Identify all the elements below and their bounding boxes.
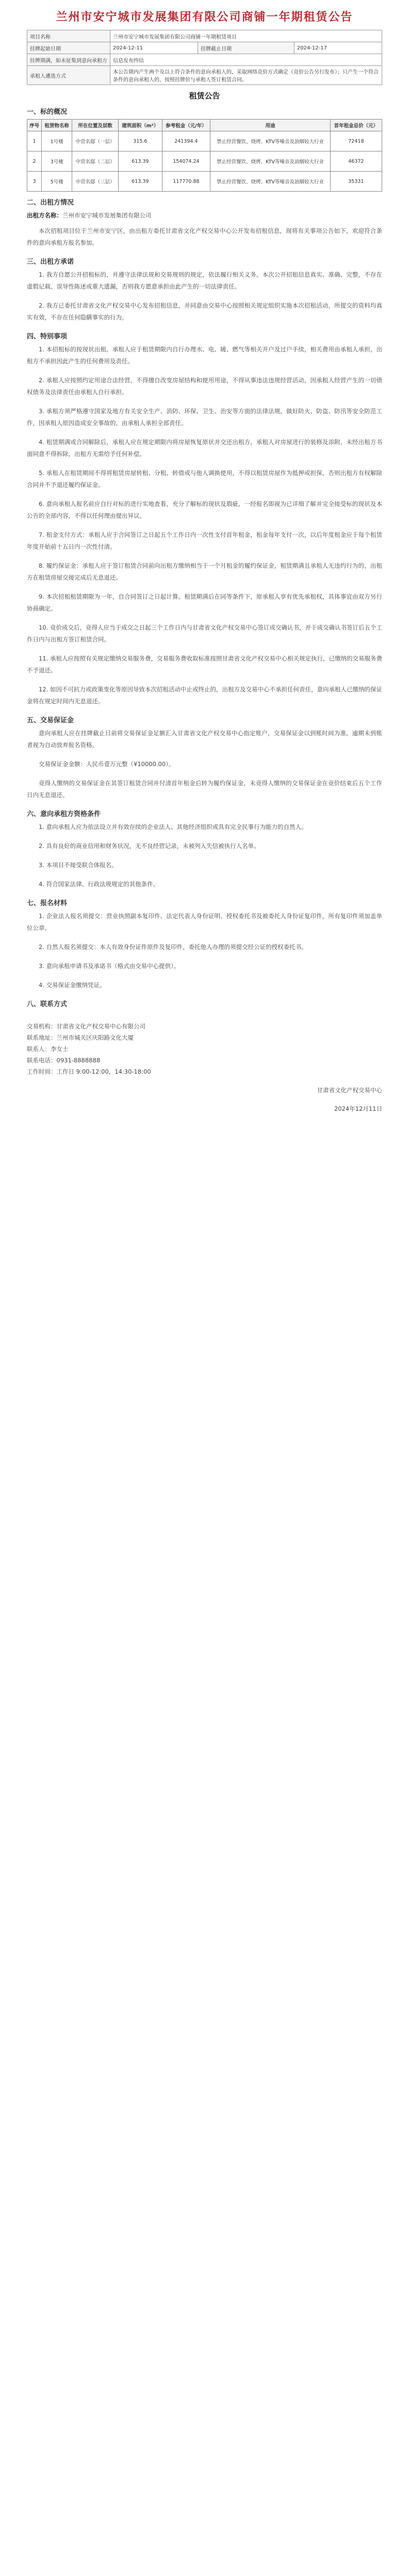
cell: 中营名邸（一层） (72, 131, 119, 151)
meta-start-label: 挂牌起始日期 (27, 42, 110, 54)
meta-status-label: 挂牌期满，如未征集到意向承租方 (27, 54, 110, 66)
meta-start-date: 2024-12-11 (110, 42, 198, 54)
contact-person-label: 联系人： (27, 1045, 51, 1053)
cell: 3号楼 (42, 151, 72, 172)
cell: 1 (27, 131, 42, 151)
contact-person-value: 李女士 (51, 1045, 69, 1053)
contact-org (27, 1021, 382, 1032)
material-item: 1. 企业法人报名须提交：营业执照副本复印件、法定代表人身份证明、授权委托书及被委托人身份证复印件，所有复印件须加盖单位公章。 (27, 912, 382, 931)
special-item: 3. 承租方须严格遵守国家及地方有关安全生产、消防、环保、卫生、治安等方面的法律法规，做好防火、防盗、防汛等安全防范工作，因承租人原因造成安全事故的，由承租人承担全部责任。 (27, 408, 382, 427)
meta-table (27, 30, 382, 85)
meta-method-label: 承租人遴选方式 (27, 66, 110, 85)
contact-time-label: 工作时间： (27, 1068, 57, 1075)
contact-phone (27, 1055, 382, 1066)
page-title: 兰州市安宁城市发展集团有限公司商铺一年期租赁公告 (56, 10, 353, 24)
special-item: 5. 承租人在租赁期间不得将租赁房屋转租、分租、转借或与他人调换使用，不得以租赁房屋作为抵押或担保，否则出租方有权解除合同并不予退还履约保证金。 (27, 469, 382, 488)
lessor-name: 兰州市安宁城市发展集团有限公司 (62, 212, 152, 219)
meta-end-label: 挂牌截止日期 (198, 42, 295, 54)
meta-end-date: 2024-12-17 (294, 42, 382, 54)
subtitle: 租赁公告 (189, 91, 220, 100)
section-heading-3: 三、出租方承诺 (27, 258, 74, 266)
meta-status-value: 信息发布终结 (110, 54, 382, 66)
col-header: 参考租金（元/年） (162, 120, 210, 131)
cell: 46372 (330, 151, 382, 172)
deposit-item: 交易保证金金额：人民币壹万元整（¥10000.00）。 (39, 760, 175, 768)
contact-time (27, 1066, 382, 1077)
col-header: 序号 (27, 120, 42, 131)
special-item: 11. 承租人应按照有关规定缴纳交易服务费，交易服务费收取标准按照甘肃省文化产权交易中心相关规定执行，已缴纳的交易服务费不予退还。 (27, 655, 382, 674)
table-row (27, 172, 382, 192)
deposit-item: 意向承租人应在挂牌截止日前将交易保证金足额汇入甘肃省文化产权交易中心指定账户，交易保证金以到账时间为准，逾期未到账者视为自动放弃报名资格。 (27, 730, 382, 749)
material-item: 4. 交易保证金缴纳凭证。 (39, 981, 106, 989)
meta-project-label: 项目名称 (27, 30, 110, 42)
material-item: 3. 意向承租申请书及承诺书（格式由交易中心提供）。 (39, 962, 180, 970)
lessor-label: 出租方名称： (27, 212, 62, 219)
section-heading-6: 六、意向承租方资格条件 (27, 810, 101, 818)
qualification-item: 3. 本项目不接受联合体报名。 (39, 861, 118, 869)
contact-person (27, 1043, 382, 1055)
special-item: 7. 租金支付方式：承租人应于合同签订之日起五个工作日内一次性支付首年租金，租金每年支付一次，以后年度租金应于每个租赁年度开始前十五日内一次性付清。 (27, 531, 382, 550)
special-item: 12. 如因不可抗力或政策变化等原因导致本次招租活动中止或终止的，出租方及交易中心不承担任何责任，意向承租人已缴纳的保证金将在规定时间内无息退还。 (27, 686, 382, 705)
cell: 中营名邸（二层） (72, 151, 119, 172)
cell: 613.39 (119, 151, 162, 172)
col-header: 首年租金总价（元） (330, 120, 382, 131)
qualification-item: 2. 具有良好的商业信用和财务状况，无不良经营记录，未被列入失信被执行人名单。 (39, 842, 260, 850)
announcement-page (0, 0, 409, 1135)
col-header: 租赁物名称 (42, 120, 72, 131)
col-header: 用途 (210, 120, 331, 131)
cell: 禁止经营餐饮、烧烤、KTV等噪音及油烟较大行业 (210, 172, 331, 192)
cell: 3 (27, 172, 42, 192)
special-item: 4. 租赁期满或合同解除后，承租人应在规定期限内将房屋恢复原状并交还出租方，承租人对房屋进行的装修及添附，未经出租方书面同意不得拆除，出租方无需给予任何补偿。 (27, 438, 382, 457)
special-item: 8. 履约保证金：承租人应于签订租赁合同前向出租方缴纳相当于一个月租金的履约保证金，租赁期满且承租人无违约行为的，出租方在租赁房屋交接完成后无息退还。 (27, 562, 382, 581)
table-row (27, 151, 382, 172)
contact-org-label: 交易机构： (27, 1023, 57, 1030)
promise-paragraph: 2. 我方已委托甘肃省文化产权交易中心发布招租信息，并同意由交易中心按照相关规定组织实施本次招租活动，所提交的资料均真实有效，不存在任何隐瞒事实的行为。 (27, 302, 382, 321)
col-header: 所在位置及层数 (72, 120, 119, 131)
cell: 117770.88 (162, 172, 210, 192)
property-table (27, 119, 382, 192)
signature-org: 甘肃省文化产权交易中心 (317, 1087, 382, 1094)
meta-method-value: 本公告期内产生两个及以上符合条件的意向承租人的，采取网络竞价方式确定（竞价公告另行发布）；只产生一个符合条件的意向承租人的，按照挂牌价与承租人签订租赁合同。 (110, 66, 382, 85)
cell: 35331 (330, 172, 382, 192)
special-item: 9. 本次招租租赁期限为一年，自合同签订之日起计算。租赁期满后在同等条件下，原承租人享有优先承租权，具体事宜由双方另行协商确定。 (27, 593, 382, 612)
contact-phone-label: 联系电话： (27, 1057, 57, 1064)
contact-addr-value: 兰州市城关区庆阳路文化大厦 (56, 1034, 134, 1041)
cell: 315.6 (119, 131, 162, 151)
cell: 613.39 (119, 172, 162, 192)
section-heading-1: 一、标的概况 (27, 108, 68, 116)
cell: 2 (27, 151, 42, 172)
signature-date: 2024年12月11日 (334, 1105, 382, 1112)
col-header: 建筑面积（m²） (119, 120, 162, 131)
intro-paragraph: 本次招租项目位于兰州市安宁区，由出租方委托甘肃省文化产权交易中心公开发布招租信息，现将有关事项公告如下，欢迎符合条件的意向承租方报名参加。 (27, 227, 382, 246)
cell: 禁止经营餐饮、烧烤、KTV等噪音及油烟较大行业 (210, 131, 331, 151)
cell: 5号楼 (42, 172, 72, 192)
section-heading-4: 四、特别事项 (27, 333, 68, 341)
contact-time-value: 工作日 9:00-12:00，14:30-18:00 (56, 1068, 151, 1075)
contact-org-value: 甘肃省文化产权交易中心有限公司 (56, 1023, 145, 1030)
contact-addr (27, 1032, 382, 1043)
promise-paragraph: 1. 我方自愿公开招租标的，并遵守法律法规和交易规则的规定，依法履行相关义务。本次公开招租信息真实、准确、完整，不存在虚假记载、误导性陈述或重大遗漏，否则我方愿意承担由此产生的一切法律责任。 (27, 271, 382, 290)
lessor-line (27, 210, 382, 221)
qualification-item: 1. 意向承租人应为依法设立并有效存续的企业法人、其他经济组织或具有完全民事行为能力的自然人。 (39, 823, 307, 831)
cell: 1号楼 (42, 131, 72, 151)
contact-addr-label: 联系地址： (27, 1034, 57, 1041)
section-heading-5: 五、交易保证金 (27, 717, 74, 724)
special-item: 10. 竞价成交后，竞得人应当于成交之日起三个工作日内与甘肃省文化产权交易中心签订成交确认书，并于成交确认书签订后五个工作日内与出租方签订租赁合同。 (27, 624, 382, 643)
section-heading-8: 八、联系方式 (27, 1001, 68, 1008)
table-row (27, 131, 382, 151)
contact-block (27, 1021, 382, 1114)
qualification-item: 4. 符合国家法律、行政法规规定的其他条件。 (39, 880, 159, 888)
cell: 72418 (330, 131, 382, 151)
cell: 154074.24 (162, 151, 210, 172)
special-item: 6. 意向承租人报名前应自行对标的进行实地查看，充分了解标的现状及瑕疵，一经报名即视为已详细了解并完全接受标的现状及本公告的全部内容，不得以任何理由提出异议。 (27, 500, 382, 519)
material-item: 2. 自然人报名须提交：本人有效身份证件原件及复印件，委托他人办理的须提交经公证的授权委托书。 (39, 943, 307, 951)
cell: 禁止经营餐饮、烧烤、KTV等噪音及油烟较大行业 (210, 151, 331, 172)
special-item: 2. 承租人应按照约定用途合法经营，不得擅自改变房屋结构和使用用途，不得从事违法违规经营活动，因承租人经营产生的一切债权债务及法律责任由承租人自行承担。 (27, 377, 382, 396)
cell: 241394.4 (162, 131, 210, 151)
section-heading-2: 二、出租方情况 (27, 199, 74, 207)
special-item: 1. 本招租标的按现状出租，承租人应于租赁期限内自行办理水、电、暖、燃气等相关开户及过户手续，相关费用由承租人承担，出租方不承担因此产生的任何费用及责任。 (27, 346, 382, 365)
meta-project-name: 兰州市安宁城市发展集团有限公司商铺一年期租赁项目 (110, 30, 382, 42)
deposit-item: 竞得人缴纳的交易保证金在其签订租赁合同并付清首年租金后转为履约保证金，未竞得人缴纳的交易保证金在竞价结束后五个工作日内无息退还。 (27, 779, 382, 799)
cell: 中营名邸（三层） (72, 172, 119, 192)
contact-phone-value: 0931-8888888 (56, 1057, 101, 1064)
section-heading-7: 七、报名材料 (27, 900, 68, 907)
